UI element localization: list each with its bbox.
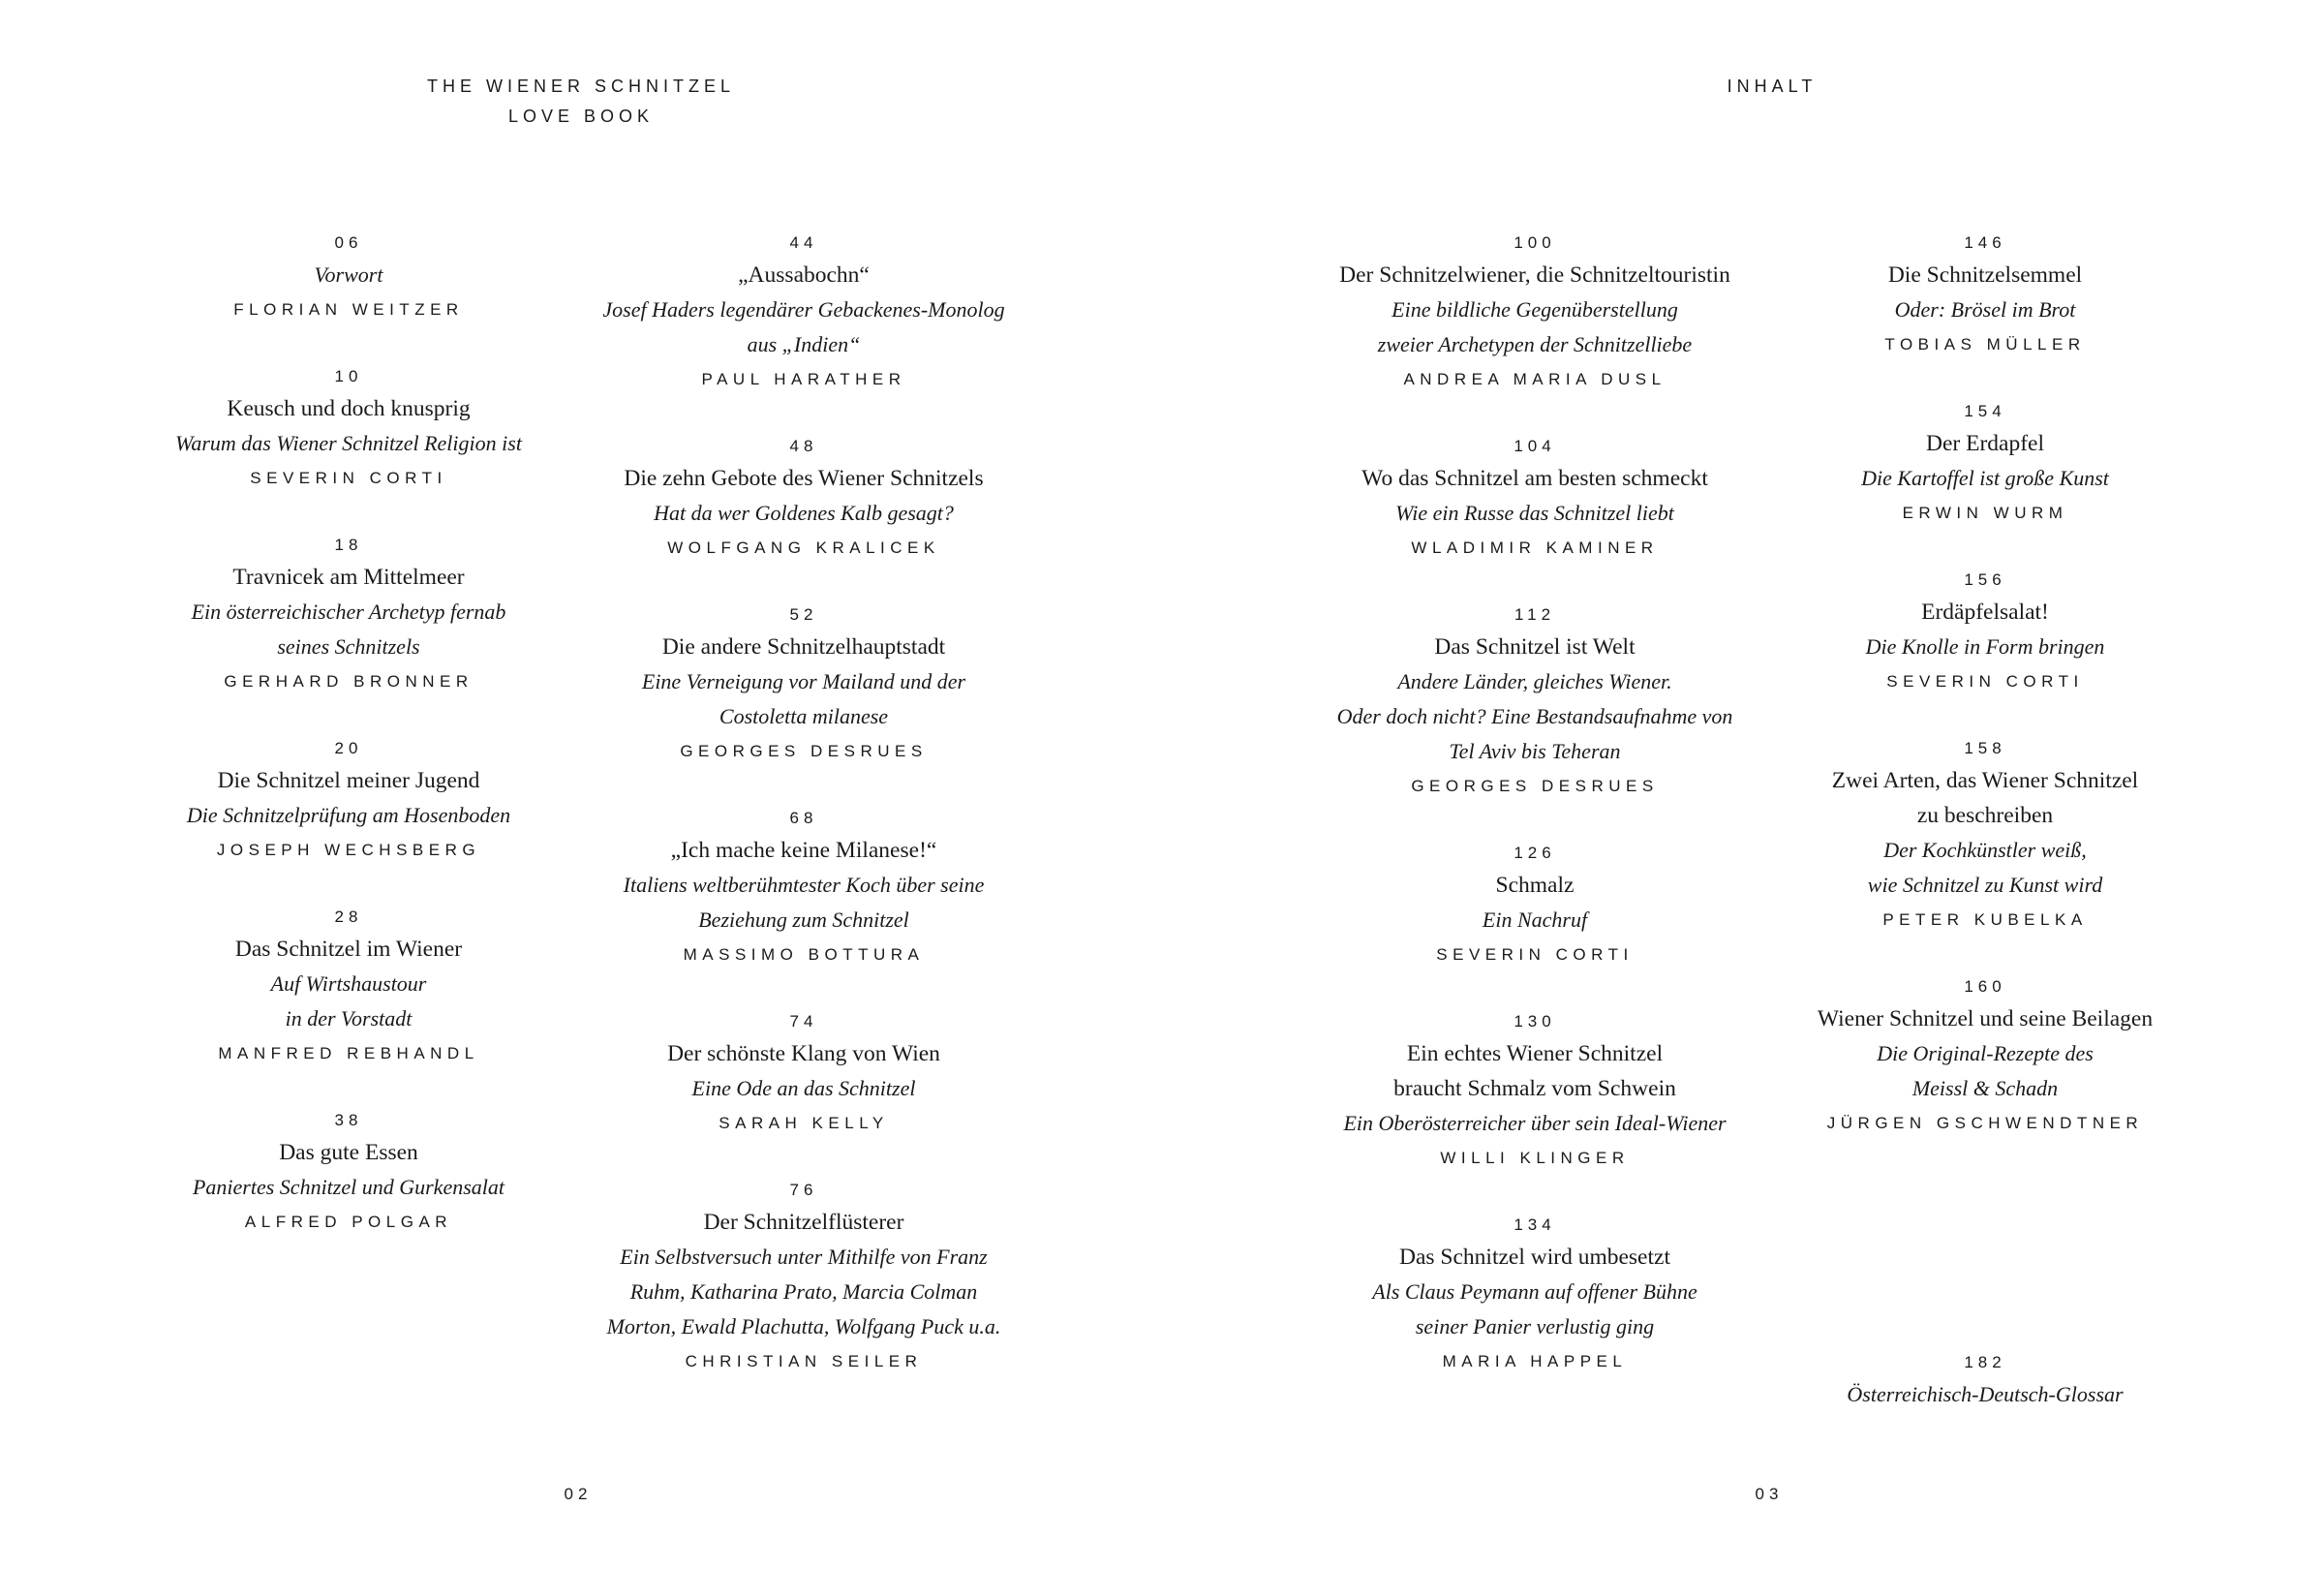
entry-title-line: Das Schnitzel wird umbesetzt [1399,1245,1670,1270]
page-number: 52 [789,605,818,624]
toc-column-1 [155,229,542,1240]
toc-entry [1307,600,1762,804]
entry-subtitle [1307,903,1762,938]
folio-right: 03 [1755,1485,1784,1503]
entry-subtitle-line: Eine Ode an das Schnitzel [691,1076,916,1100]
entry-title [576,1036,1031,1071]
entry-author: GERHARD BRONNER [224,672,474,691]
page-number: 158 [1964,739,2006,757]
entry-subtitle-line: Ein Oberösterreicher über sein Ideal-Wiener [1343,1111,1727,1135]
page-number: 20 [334,739,363,757]
entry-author: JÜRGEN GSCHWENDTNER [1826,1114,2144,1132]
entry-subtitle-line: Die Schnitzelprüfung am Hosenboden [186,803,511,827]
header-line: INHALT [1727,77,1818,96]
entry-title-line: Zwei Arten, das Wiener Schnitzel [1831,768,2139,793]
entry-author: MARIA HAPPEL [1442,1352,1628,1370]
entry-author: CHRISTIAN SEILER [685,1352,923,1370]
page-number: 74 [789,1012,818,1031]
entry-subtitle-line: Costoletta milanese [719,704,889,728]
page-number: 182 [1964,1353,2006,1371]
toc-entry [576,229,1031,397]
toc-column-2 [576,229,1031,1379]
entry-title-line: Keusch und doch knusprig [227,396,471,421]
entry-title [576,258,1031,292]
toc-entry [576,600,1031,769]
toc-entry [1791,972,2179,1141]
entry-subtitle-line: Wie ein Russe das Schnitzel liebt [1395,501,1674,525]
toc-entry [155,531,542,699]
entry-subtitle [1791,630,2179,664]
entry-subtitle: Österreichisch-Deutsch-Glossar [1847,1382,2124,1406]
entry-subtitle-line: seiner Panier verlustig ging [1415,1314,1655,1338]
toc-entry [155,734,542,868]
toc-entry [155,1106,542,1240]
toc-entry [155,903,542,1071]
entry-author: MANFRED REBHANDL [218,1044,479,1062]
entry-subtitle [1307,292,1762,362]
entry-subtitle-line: seines Schnitzels [277,634,420,659]
entry-title [155,932,542,967]
toc-entry [576,1176,1031,1379]
header-line: THE WIENER SCHNITZEL [426,77,735,96]
entry-subtitle-line: zweier Archetypen der Schnitzelliebe [1377,332,1693,356]
entry-author: SEVERIN CORTI [250,469,447,487]
entry-title [576,461,1031,496]
entry-subtitle-line: Ein Nachruf [1482,908,1588,932]
toc-entry [1791,566,2179,699]
page-number: 134 [1514,1215,1556,1234]
entry-subtitle-line: Oder: Brösel im Brot [1894,297,2076,322]
book-title-header [387,72,775,132]
entry-title-line: Das Schnitzel ist Welt [1434,634,1636,660]
toc-column-3 [1307,229,1762,1379]
entry-subtitle-line: Auf Wirtshaustour [270,971,427,996]
entry-subtitle [155,967,542,1036]
entry-subtitle-line: Beziehung zum Schnitzel [698,908,909,932]
page-number: 156 [1964,570,2006,589]
folio-left: 02 [564,1485,593,1503]
entry-subtitle-line: Der Kochkünstler weiß, [1883,838,2087,862]
entry-author: WOLFGANG KRALICEK [667,538,940,557]
entry-subtitle-line: Meissl & Schadn [1911,1076,2059,1100]
entry-subtitle [576,496,1031,531]
entry-title [1791,1001,2179,1036]
entry-title [576,1205,1031,1240]
toc-entry [155,362,542,496]
page-number: 68 [789,809,818,827]
entry-title-line: Der Erdapfel [1926,431,2044,456]
toc-entry [576,432,1031,566]
entry-title [1307,630,1762,664]
page-number: 160 [1964,977,2006,996]
entry-subtitle-line: Paniertes Schnitzel und Gurkensalat [192,1175,505,1199]
toc-entry [1307,229,1762,397]
header-line: LOVE BOOK [507,107,655,126]
entry-subtitle-line: Vorwort [314,262,383,287]
entry-title-line: zu beschreiben [1916,803,2054,828]
entry-title-line: Der Schnitzelflüsterer [703,1210,904,1235]
entry-title-line: „Aussabochn“ [738,262,870,288]
entry-subtitle-line: Die Original-Rezepte des [1877,1041,2094,1065]
entry-title-line: Die Schnitzelsemmel [1887,262,2083,288]
entry-subtitle [155,426,542,461]
toc-entry-glossary [1791,1348,2179,1412]
entry-title-line: Das gute Essen [279,1140,418,1165]
entry-title-line: „Ich mache keine Milanese!“ [670,838,937,863]
entry-title [1307,461,1762,496]
entry-author: PAUL HARATHER [701,370,906,388]
entry-subtitle [1307,496,1762,531]
entry-author: TOBIAS MÜLLER [1884,335,2086,354]
entry-title [1307,868,1762,903]
entry-subtitle [576,1071,1031,1106]
entry-title [155,763,542,798]
entry-title [576,833,1031,868]
entry-subtitle-line: Warum das Wiener Schnitzel Religion ist [175,431,522,455]
page-number: 38 [334,1111,363,1129]
entry-author: MASSIMO BOTTURA [683,945,925,964]
entry-author: ERWIN WURM [1902,504,2068,522]
page-number: 44 [789,233,818,252]
entry-subtitle-line: Die Knolle in Form bringen [1865,634,2105,659]
entry-title [155,560,542,595]
toc-entry [1791,734,2179,938]
toc-entry [1307,839,1762,972]
entry-title-line: Die Schnitzel meiner Jugend [217,768,480,793]
entry-subtitle-line: Eine bildliche Gegenüberstellung [1391,297,1678,322]
page-number: 18 [334,536,363,554]
page-number: 146 [1964,233,2006,252]
entry-subtitle [576,664,1031,734]
entry-author: SEVERIN CORTI [1886,672,2084,691]
entry-subtitle-line: Andere Länder, gleiches Wiener. [1397,669,1672,693]
entry-title [1791,763,2179,833]
entry-author: WILLI KLINGER [1440,1149,1630,1167]
entry-subtitle [155,595,542,664]
entry-subtitle-line: Tel Aviv bis Teheran [1449,739,1621,763]
entry-author: WLADIMIR KAMINER [1411,538,1659,557]
page-number: 48 [789,437,818,455]
page-number: 154 [1964,402,2006,420]
entry-author: GEORGES DESRUES [1411,777,1659,795]
contents-header [1666,72,1879,102]
entry-subtitle [1791,292,2179,327]
entry-title [155,391,542,426]
page-number: 104 [1514,437,1556,455]
entry-title [1791,595,2179,630]
entry-subtitle [1791,833,2179,903]
entry-author: PETER KUBELKA [1882,910,2088,929]
entry-title-line: braucht Schmalz vom Schwein [1393,1076,1676,1101]
entry-subtitle-line: Italiens weltberühmtester Koch über seine [623,873,985,897]
entry-title-line: Der Schnitzelwiener, die Schnitzeltouristin [1339,262,1730,288]
entry-author: ALFRED POLGAR [244,1213,453,1231]
entry-title-line: Das Schnitzel im Wiener [234,937,463,962]
toc-entry [1307,1007,1762,1176]
entry-title-line: Travnicek am Mittelmeer [232,565,465,590]
entry-title-line: Wo das Schnitzel am besten schmeckt [1361,466,1708,491]
entry-subtitle-line: Ein österreichischer Archetyp fernab [191,600,506,624]
entry-author: GEORGES DESRUES [680,742,928,760]
page-number: 06 [334,233,363,252]
entry-title-line: Erdäpfelsalat! [1921,600,2049,625]
entry-title [1791,426,2179,461]
toc-entry [1307,1211,1762,1379]
page-number: 100 [1514,233,1556,252]
entry-subtitle-line: Als Claus Peymann auf offener Bühne [1372,1279,1697,1304]
page-number: 126 [1514,844,1556,862]
entry-title [1307,258,1762,292]
entry-title [576,630,1031,664]
entry-title [1307,1036,1762,1106]
entry-subtitle-line: Oder doch nicht? Eine Bestandsaufnahme von [1336,704,1733,728]
entry-subtitle-line: Josef Haders legendärer Gebackenes-Monolog [602,297,1005,322]
entry-subtitle-line: Eine Verneigung vor Mailand und der [641,669,966,693]
entry-subtitle [155,1170,542,1205]
entry-subtitle [1791,1036,2179,1106]
page-number: 10 [334,367,363,385]
entry-title-line: Die zehn Gebote des Wiener Schnitzels [624,466,984,491]
entry-subtitle-line: wie Schnitzel zu Kunst wird [1867,873,2103,897]
toc-entry [155,229,542,327]
entry-subtitle-line: Ruhm, Katharina Prato, Marcia Colman [629,1279,978,1304]
entry-title [155,1135,542,1170]
toc-column-4 [1791,229,2179,1141]
entry-subtitle-line: in der Vorstadt [285,1006,413,1031]
entry-subtitle-line: Die Kartoffel ist große Kunst [1861,466,2109,490]
entry-subtitle [576,292,1031,362]
entry-subtitle [1791,461,2179,496]
entry-subtitle-line: Hat da wer Goldenes Kalb gesagt? [654,501,954,525]
entry-subtitle [576,868,1031,938]
entry-author: JOSEPH WECHSBERG [216,841,481,859]
entry-subtitle [155,798,542,833]
entry-subtitle-line: aus „Indien“ [747,332,861,356]
page-number: 28 [334,908,363,926]
entry-title-line: Der schönste Klang von Wien [667,1041,940,1066]
entry-subtitle [1307,1275,1762,1344]
toc-entry [1307,432,1762,566]
page-number: 130 [1514,1012,1556,1031]
entry-author: ANDREA MARIA DUSL [1403,370,1667,388]
entry-subtitle [1307,664,1762,769]
entry-title-line: Wiener Schnitzel und seine Beilagen [1817,1006,2154,1031]
toc-entry [576,804,1031,972]
entry-title [1791,258,2179,292]
entry-author: SEVERIN CORTI [1436,945,1634,964]
entry-title-line: Die andere Schnitzelhauptstadt [661,634,946,660]
toc-entry [576,1007,1031,1141]
entry-title-line: Ein echtes Wiener Schnitzel [1406,1041,1664,1066]
entry-subtitle [1307,1106,1762,1141]
entry-subtitle-line: Ein Selbstversuch unter Mithilfe von Franz [620,1245,988,1269]
entry-author: FLORIAN WEITZER [233,300,464,319]
entry-author: SARAH KELLY [719,1114,889,1132]
entry-title-line: Schmalz [1495,873,1575,898]
entry-title [1307,1240,1762,1275]
entry-subtitle [155,258,542,292]
entry-subtitle-line: Morton, Ewald Plachutta, Wolfgang Puck u.a. [606,1314,1001,1338]
toc-entry [1791,397,2179,531]
page-number: 76 [789,1181,818,1199]
entry-subtitle [576,1240,1031,1344]
page-number: 112 [1514,605,1556,624]
toc-entry [1791,229,2179,362]
